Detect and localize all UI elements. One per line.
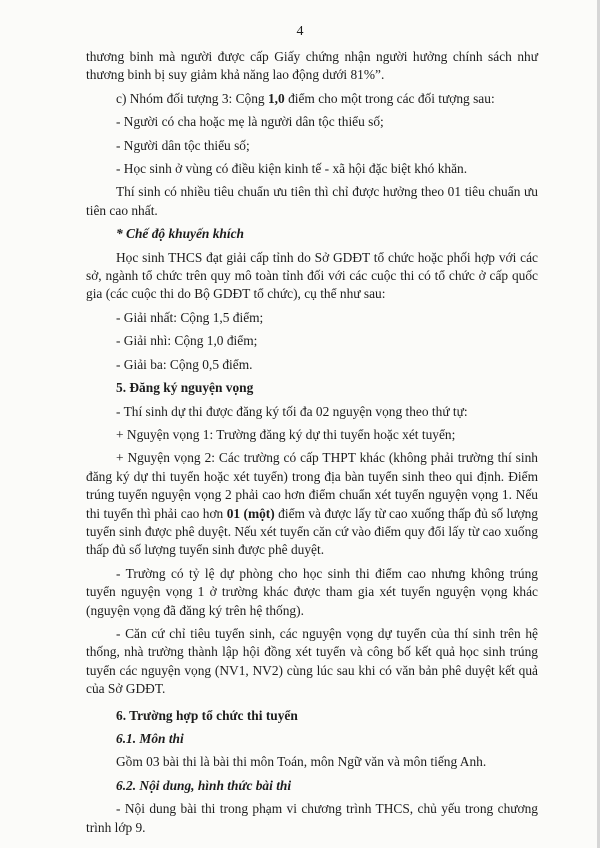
paragraph-continuation: thương binh mà người được cấp Giấy chứng nhận người hưởng chính sách như thương binh bị suy giảm khả năng lao động dưới 81%”. <box>86 49 538 83</box>
paragraph-group-3: c) Nhóm đối tượng 3: Cộng 1,0 điểm cho một trong các đối tượng sau: <box>116 90 495 106</box>
list-item: + Nguyện vọng 1: Trường đăng ký dự thi tuyển hoặc xét tuyển; <box>116 426 456 442</box>
list-item: - Học sinh ở vùng có điều kiện kinh tế - xã hội đặc biệt khó khăn. <box>116 161 468 177</box>
list-item: - Người dân tộc thiểu số; <box>116 137 250 153</box>
paragraph-quota: - Căn cứ chỉ tiêu tuyển sinh, các nguyện vọng dự tuyển của thí sinh trên hệ thống, nhà trường thành lập hội đồng xét tuyển và công bố kết quả học sinh trúng tuyển các nguyện vọng (NV1, NV2) cùng lúc sau khi có văn bản phê duyệt kết quả của Sở GDĐT. <box>86 625 538 697</box>
paragraph-content: - Nội dung bài thi trong phạm vi chương trình THCS, chủ yếu trong chương trình lớp 9. <box>86 801 538 835</box>
section-heading-encouragement: * Chế độ khuyến khích <box>116 226 244 242</box>
paragraph-encouragement: Học sinh THCS đạt giải cấp tỉnh do Sở GDĐT tổ chức hoặc phối hợp với các sở, ngành tổ chức trên quy mô toàn tỉnh đối với các cuộc thi có tổ chức ở cấp quốc gia (các cuộc thi do Bộ GDĐT tổ chức), cụ thể như sau: <box>86 249 538 302</box>
paragraph-reserve: - Trường có tỷ lệ dự phòng cho học sinh thi điểm cao nhưng không trúng tuyển nguyện vọng 1 ở trường khác được tham gia xét tuyển nguyện vọng khác (nguyện vọng đã đăng ký trên hệ thống). <box>86 565 538 618</box>
list-item: - Người có cha hoặc mẹ là người dân tộc thiểu số; <box>116 114 384 130</box>
document-body <box>86 48 538 842</box>
section-heading-exam: 6. Trường hợp tổ chức thi tuyển <box>116 707 298 723</box>
paragraph-priority-note: Thí sinh có nhiều tiêu chuẩn ưu tiên thì chỉ được hưởng theo 01 tiêu chuẩn ưu tiên cao nhất. <box>86 184 538 218</box>
paragraph-subjects: Gồm 03 bài thi là bài thi môn Toán, môn Ngữ văn và môn tiếng Anh. <box>116 754 487 770</box>
list-item: - Giải nhì: Cộng 1,0 điểm; <box>116 333 258 349</box>
list-item: - Giải nhất: Cộng 1,5 điểm; <box>116 309 264 325</box>
paragraph-wish-2: + Nguyện vọng 2: Các trường có cấp THPT khác (không phải trường thí sinh đăng ký dự thi tuyển hoặc xét tuyển) trong địa bàn tuyển sinh theo qui định. Điểm trúng tuyển nguyện vọng 2 phải cao hơn điểm chuẩn xét tuyển nguyện vọng 1. Nếu thi tuyển thì phải cao hơn 01 (một) điểm và được lấy từ cao xuống thấp đủ số lượng tuyển sinh được phê duyệt. Nếu xét tuyển căn cứ vào điểm quy đổi lấy từ cao xuống thấp đủ số lượng tuyển sinh được phê duyệt. <box>86 450 538 558</box>
subsection-heading-subjects: 6.1. Môn thi <box>116 731 184 746</box>
page-number: 4 <box>296 24 304 39</box>
list-item: - Giải ba: Cộng 0,5 điểm. <box>116 356 253 372</box>
subsection-heading-content: 6.2. Nội dung, hình thức bài thi <box>116 777 292 793</box>
section-heading-registration: 5. Đăng ký nguyện vọng <box>116 380 254 396</box>
paragraph-registration: - Thí sinh dự thi được đăng ký tối đa 02 nguyện vọng theo thứ tự: <box>116 403 468 419</box>
